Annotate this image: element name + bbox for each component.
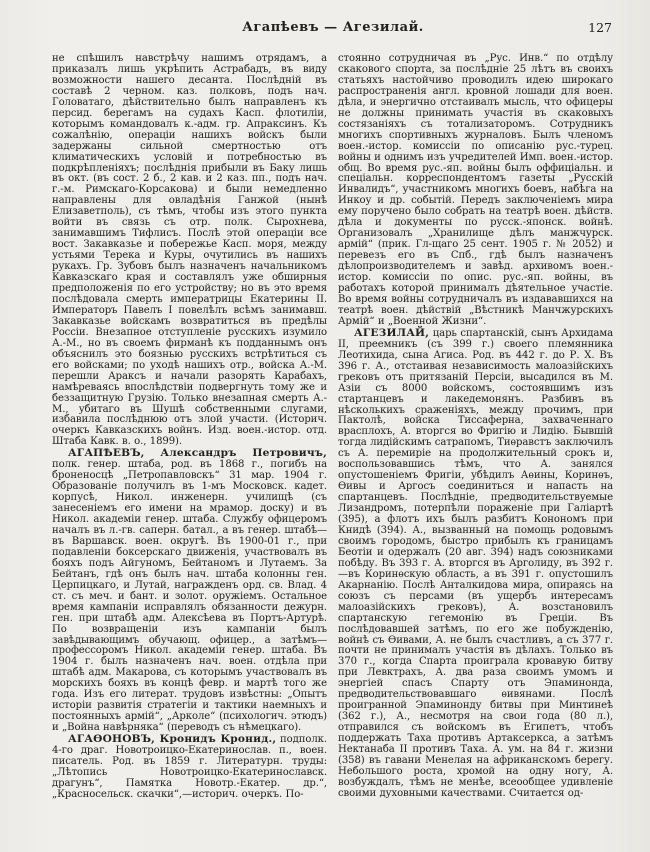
entry-body-agesilay: царь спартанскій, сынъ Архидама II, преемникъ (съ 399 г.) своего племянника Леотихида, сына Агиса. Род. въ 442 г. до Р. Х. Въ 396 г. А., отстаивая независимость малоазійскихъ грековъ отъ притязаній Персіи, высадился въ М. Азіи съ 8000 войскомъ, состоявшимъ изъ стартанцевъ и лакедемонянъ. Разбивъ въ нѣсколькихъ сраженіяхъ, между прочимъ, при Пактолѣ, войска Тиссаферна, захваченнаго врасплохъ, А. вторгся во Фригію и Лидію. Бывшій тогда лидійскимъ сатрапомъ, Тиѳравстъ заключилъ съ А. перемиріе на продолжительный срокъ и, воспользовавшись тѣмъ, что А. занялся опустошеніемъ Фригіи, убѣдилъ Аѳины, Коринѳъ, Ѳивы и Аргосъ соединиться и напасть на спартанцевъ. Послѣдніе, предводительствуемые Лизандромъ, потерпѣли пораженіе при Галіартѣ (395), а флотъ ихъ былъ разбитъ Конономъ при Книдѣ (394). А., вызванный на помощь родовымъ своимъ городомъ, быстро прибылъ къ границамъ Беотіи и одержалъ (20 авг. 394) надъ союзниками побѣду. Въ 393 г. А. вторгся въ Арголиду, въ 392 г.—въ Коринѳскую область, а въ 391 г. опустошилъ Акарнанію. Послѣ Анталкидова мира, опираясь на союзъ съ персами (въ ущербъ интересамъ малоазійскихъ грековъ), А. возстановилъ спартанскую гегемонію въ Греціи. Въ послѣдовавшей затѣмъ, по его же побужденію, войнѣ съ Ѳивами, А. не былъ счастливъ, а съ 377 г. почти не принималъ участія въ дѣлахъ. Только въ 370 г., когда Спарта проиграла кровавую битву при Левктрахъ, А. два раза своимъ умомъ и энергіей спасъ Спарту отъ Эпаминонда, предводительствовавшаго ѳивянами. Послѣ проигранной Эпаминонду битвы при Минтинеѣ (362 г.), А., несмотря на свои года (80 л.), отправился съ войскомъ въ Египетъ, чтобъ поддержать Таха противъ Артаксеркса, а затѣмъ Нектанаба II противъ Таха. А. ум. на 84 г. жизни (358) въ гавани Менелая на африканскомъ берегу. Небольшого роста, хромой на одну ногу, А. возбуждалъ, тѣмъ не менѣе, всеообщее удивленіе своими духовными качествами. Считается од- (338, 327, 613, 799)
entry-agesilay (338, 328, 613, 800)
page-header (52, 20, 614, 44)
entry-heading-agesilay: АГЕЗИЛАЙ, (354, 326, 430, 339)
paragraph-continuation-agamahomed: не спѣшилъ навстрѣчу нашимъ отрядамъ, а приказалъ лишь укрѣпить Астрабадъ, въ виду возможности нашего десанта. Послѣдній въ составѣ 2 черном. каз. полковъ, подъ нач. Головатаго, дѣйствительно былъ направленъ къ персид. берегамъ на судахъ Касп. флотиліи, которымъ командовалъ к.-адм. гр. Апраксинъ. Къ сожалѣнію, операціи нашихъ войскъ были задержаны сильной смертностью отъ климатическихъ условій и потребностью въ подкрѣпленіяхъ; послѣднія прибыли въ Баку лишь въ окт. (въ сост. 2 б., 2 кав. и 2 каз. пп., подъ нач. г.-м. Римскаго-Корсакова) и были немедленно направлены для овладѣнія Ганжой (нынѣ Елизаветполь), съ тѣмъ, чтобы изъ этого пункта войти въ связь съ отр. полк. Сырохнева, занимавшимъ Тифлисъ. Послѣ этой операціи все вост. Закавказье и побережье Касп. моря, между устьями Терека и Куры, очутились въ нашихъ рукахъ. Гр. Зубовъ былъ назначенъ начальникомъ Кавказскаго края и составлялъ уже обширныя предположенія по его устройству; но въ это время послѣдовала смерть императрицы Екатерины II. Императоръ Павелъ I повелѣлъ всѣмъ занимавш. Закавказье войскамъ возвратиться въ предѣлы Россіи. Внезапное отступленіе русскихъ изумило А.-М., но въ своемъ фирманѣ къ подданнымъ онъ объяснилъ это боязнью русскихъ встрѣтиться съ его войсками; по уходѣ нашихъ отр., войска А.-М. перешли Араксъ и начали разорять Карабахъ, намѣреваясь впослѣдствіи подвергнуть тому же и беззащитную Грузію. Только внезапная смерть А.-М., убитаго въ Шушѣ собственными слугами, избавила послѣднюю отъ злой участи. (Историч. очеркъ Кавказскихъ войнъ. Изд. воен.-истор. отд. Штаба Кавк. в. о., 1899). (52, 53, 327, 448)
entry-body-agafonov: подполк. 4-го драг. Новотроицко-Екатеринослав. п., воен. писатель. Род. въ 1859 г. Литературн. труды: „Лѣтопись Новотроицко-Екатеринославск. драгунъ“, Памятка Новотр.-Екатер. др.“, „Красносельск. скачки“,—историч. очеркъ. По- (52, 734, 327, 800)
left-column (52, 54, 327, 801)
entry-heading-agapeev: АГАПѢЕВЪ, Александръ Петровичъ, (68, 447, 327, 460)
entry-agafonov (52, 734, 327, 801)
paragraph-continuation-agafonov: стоянно сотрудничая въ „Рус. Инв.“ по отдѣлу скакового спорта, за послѣдніе 25 лѣтъ въ своихъ статьяхъ настойчиво проводилъ идею широкаго распространенія англ. кровной лошади для воен. дѣла, и энергично отстаивалъ мысль, что офицеры не должны принимать участія въ скаковыхъ состязаніяхъ съ тотализаторомъ. Сотрудникъ многихъ спортивныхъ журналовъ. Былъ членомъ воен.-истор. комиссіи по описанію рус.-турец. войны и однимъ изъ учредителей Имп. воен.-истор. общ. Во время рус.-яп. войны былъ оффиціальн. и спеціальн. корреспондентомъ газеты „Русскій Инвалидъ“, участникомъ многихъ боевъ, набѣга на Инкоу и др. событій. Передъ заключеніемъ мира ему поручено было собрать на театрѣ воен. дѣйств. дѣла и документы по русск.-японск. войнѣ. Организовалъ „Хранилище дѣлъ манжчурск. армій“ (прик. Гл-щаго 25 сент. 1905 г. № 2052) и перевезъ его въ Спб., гдѣ былъ назначенъ дѣлопроизводителемъ и завѣд. архивомъ воен.-истор. комиссіи по опис. рус.-яп. войны, въ работахъ которой принималъ дѣятельное участіе. Во время войны сотрудничалъ въ издававшихся на театрѣ воен. дѣйствій „Вѣстникѣ Манчжурскихъ Армій“ и „Военной Жизни“. (338, 53, 613, 327)
text-columns (52, 54, 614, 801)
entry-heading-agafonov: АГАѲОНОВЪ, Кронидъ Кронид., (68, 733, 277, 746)
page-number: 127 (588, 20, 612, 35)
entry-body-agapeev: полк. генер. штаба, род. въ 1868 г., погибъ на броненосцѣ „Петропавловскъ“ 31 мар. 1904 г. Образованіе получилъ въ 1-мъ Московск. кадет. корпусѣ, Никол. инженерн. училищѣ (съ занесеніемъ его имени на мрамор. доску) и въ Никол. академіи генер. штаба. Службу офицеромъ началъ въ л.-гв. саперн. батал., а въ генер. штабѣ—въ Варшавск. воен. округѣ. Въ 1900-01 г., при подавленіи боксерскаго движенія, участвовалъ въ бояхъ подъ Айгуномъ, Бейтаномъ и Лутаемъ. За Бейтанъ, гдѣ онъ былъ нач. штаба колонны ген. Церпицкаго, и Лутай, награжденъ орд. св. Влад. 4 ст. съ меч. и бант. и золот. оружіемъ. Остальное время кампаніи исправлялъ обязанности дежурн. ген. при штабѣ адм. Алексѣева въ Портъ-Артурѣ. По возвращеніи изъ кампаніи былъ завѣдывающимъ обучающ. офицер., а затѣмъ—профессоромъ Никол. академіи генер. штаба. Въ 1904 г. былъ назначенъ нач. воен. отдѣла при штабѣ адм. Макарова, съ которымъ участвовалъ въ морскихъ бояхъ въ концѣ февр. и мартѣ того же года. Изъ его литерат. трудовъ извѣстны: „Опытъ исторіи развитія стратегіи и тактики наемныхъ и постоянныхъ армій“, „Арколе“ (психологич. этюдъ) и „Война навѣрняка“ (переводъ съ нѣмецкаго). (52, 459, 327, 734)
right-column (338, 54, 613, 801)
running-head-title: Агапѣевъ — Агезилай. (242, 20, 424, 35)
entry-agapeev (52, 448, 327, 734)
